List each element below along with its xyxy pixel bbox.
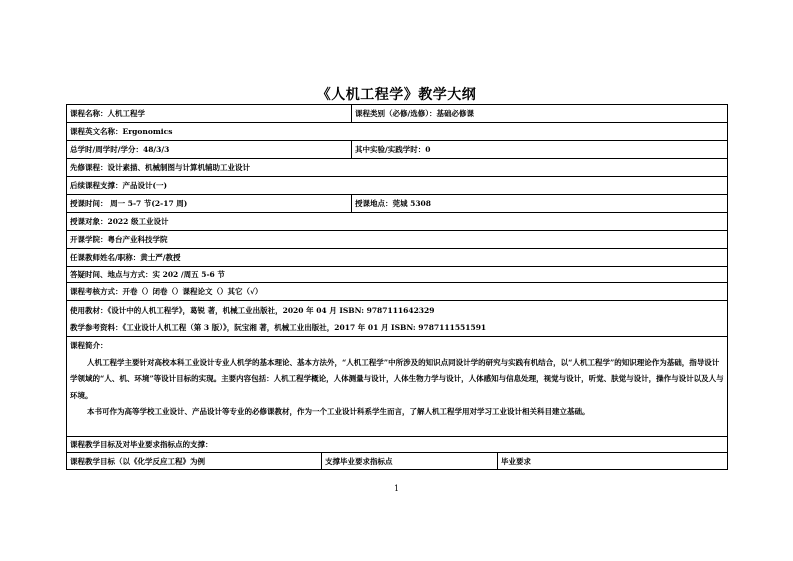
textbook: 使用教材：《设计中的人机工程学》，葛锐 著，机械工业出版社，2020 年 04 月 ISBN: 9787111642329 bbox=[70, 306, 435, 315]
column-header: 课程教学目标（以《化学反应工程》为例 bbox=[67, 453, 322, 469]
syllabus-table bbox=[66, 104, 728, 470]
course-name: 课程名称：人机工程学 bbox=[67, 105, 352, 122]
teacher: 任课教师姓名/职称：黄士严/教授 bbox=[70, 253, 181, 262]
table-row bbox=[67, 177, 727, 195]
prerequisites: 先修课程：设计素描、机械制图与计算机辅助工业设计 bbox=[70, 163, 250, 172]
table-row bbox=[67, 437, 727, 453]
table-row bbox=[67, 301, 727, 337]
table-row bbox=[67, 123, 727, 141]
page-title: 《人机工程学》教学大纲 bbox=[316, 87, 477, 103]
table-row bbox=[67, 231, 727, 249]
intro-paragraph: 人机工程学主要针对高校本科工业设计专业人机学的基本理论、基本方法外，“人机工程学”中所涉及的知识点同设计学的研究与实践有机结合，以“人机工程学”的知识理论作为基础，指导设计学领域的“人、机、环境”等设计目标的实现。主要内容包括：人机工程学概论，人体测量与设计，人体生物力学与设计，人体感知与信息处理，视觉与设计，听觉、肤觉与设计，操作与设计以及人与环境。 bbox=[70, 357, 724, 400]
teaching-place: 授课地点：莞城 5308 bbox=[355, 199, 431, 208]
course-introduction bbox=[67, 337, 727, 436]
hours-credits: 总学时/周学时/学分：48/3/3 bbox=[67, 141, 352, 158]
teaching-time: 授课时间： 周一 5-7 节(2-17 周) bbox=[67, 195, 352, 212]
table-row bbox=[67, 283, 727, 301]
intro-heading: 课程简介： bbox=[70, 341, 108, 350]
followup-courses: 后续课程支撑：产品设计(一) bbox=[70, 181, 168, 190]
teaching-target: 授课对象：2022 级工业设计 bbox=[70, 217, 169, 226]
english-name: 课程英文名称：Ergonomics bbox=[70, 127, 173, 136]
table-row bbox=[67, 453, 727, 469]
course-type: 课程类别（必修/选修）：基础必修课 bbox=[355, 109, 474, 118]
table-row bbox=[67, 213, 727, 231]
column-header: 支撑毕业要求指标点 bbox=[322, 453, 498, 469]
table-row bbox=[67, 105, 727, 123]
table-row bbox=[67, 337, 727, 437]
table-row bbox=[67, 159, 727, 177]
objectives-heading: 课程教学目标及对毕业要求指标点的支撑： bbox=[70, 440, 213, 449]
intro-paragraph: 本书可作为高等学校工业设计、产品设计等专业的必修课教材，作为一个工业设计科系学生而言，了解人机工程学用对学习工业设计相关科目建立基础。 bbox=[87, 407, 590, 416]
table-row bbox=[67, 141, 727, 159]
table-row bbox=[67, 195, 727, 213]
college: 开课学院：粤台产业科技学院 bbox=[70, 235, 168, 244]
column-header: 毕业要求 bbox=[501, 456, 531, 466]
table-row bbox=[67, 267, 727, 283]
page-number: 1 bbox=[393, 484, 400, 493]
materials bbox=[67, 301, 727, 336]
qa-time: 答疑时间、地点与方式：实 202 /周五 5-6 节 bbox=[70, 270, 225, 279]
assessment-method: 课程考核方式：开卷（）闭卷（）课程论文（）其它（√） bbox=[70, 287, 263, 296]
lab-hours: 其中实验/实践学时：0 bbox=[355, 145, 431, 154]
table-row bbox=[67, 249, 727, 267]
reference-materials: 教学参考资料：《工业设计人机工程（第 3 版）》，阮宝湘 著，机械工业出版社，2017 年 01 月 ISBN: 9787111551591 bbox=[70, 323, 487, 332]
